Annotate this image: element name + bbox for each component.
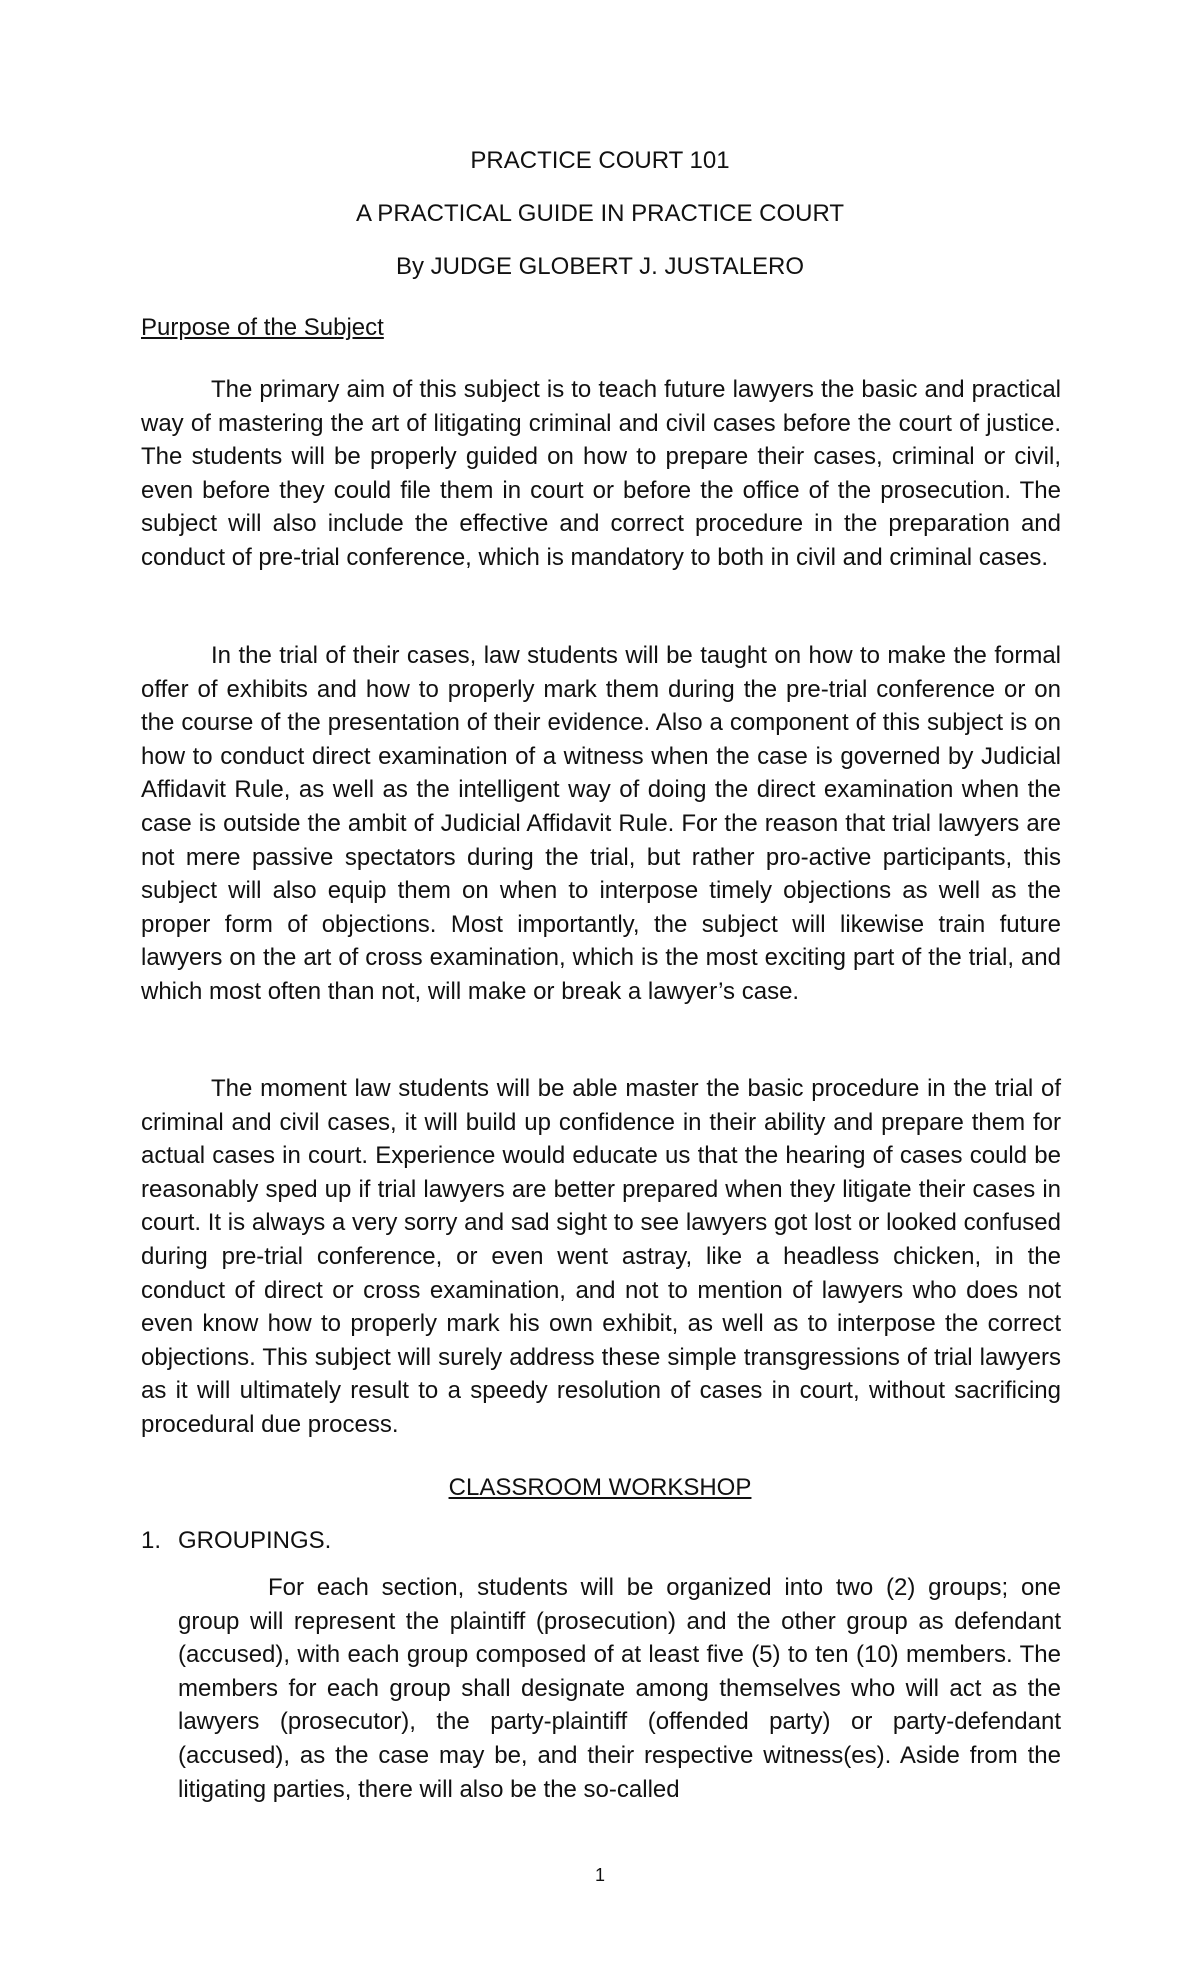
document-title: PRACTICE COURT 101 (470, 147, 730, 174)
workshop-heading (0, 1473, 1200, 1503)
page-number: 1 (594, 1865, 605, 1885)
purpose-paragraph-1: The primary aim of this subject is to teach future lawyers the basic and practical way of mastering the art of litigating criminal and civil cases before the court of justice. The students will be properly guided on how to prepare their cases, criminal or civil, even before they could file them in court or before the office of the prosecution. The subject will also include the effective and correct procedure in the preparation and conduct of pre-trial conference, which is mandatory to both in civil and criminal cases. (141, 376, 1061, 571)
workshop-item-number: 1. (141, 1527, 162, 1554)
workshop-heading-text: CLASSROOM WORKSHOP (448, 1474, 752, 1501)
purpose-heading: Purpose of the Subject (141, 314, 384, 341)
purpose-paragraph-3: The moment law students will be able master the basic procedure in the trial of criminal and civil cases, it will build up confidence in their ability and prepare them for actual cases in court. Experience would educate us that the hearing of cases could be reasonably sped up if trial lawyers are better prepared when they litigate their cases in court. It is always a very sorry and sad sight to see lawyers got lost or looked confused during pre-trial conference, or even went astray, like a headless chicken, in the conduct of direct or cross examination, and not to mention of lawyers who does not even know how to properly mark his own exhibit, as well as to interpose the correct objections. This subject will surely address these simple transgressions of trial lawyers as it will ultimately result to a speedy resolution of cases in court, without sacrificing procedural due process. (141, 1075, 1061, 1438)
document-author: By JUDGE GLOBERT J. JUSTALERO (395, 253, 805, 280)
document-subtitle: A PRACTICAL GUIDE IN PRACTICE COURT (355, 200, 845, 227)
workshop-item-label: GROUPINGS. (178, 1527, 332, 1554)
workshop-item-1 (141, 1526, 331, 1556)
purpose-paragraph-2: In the trial of their cases, law students will be taught on how to make the formal offer of exhibits and how to properly mark them during the pre-trial conference or on the course of the presentation of their evidence. Also a component of this subject is on how to conduct direct examination of a witness when the case is governed by Judicial Affidavit Rule, as well as the intelligent way of doing the direct examination when the case is outside the ambit of Judicial Affidavit Rule. For the reason that trial lawyers are not mere passive spectators during the trial, but rather pro-active participants, this subject will also equip them on when to interpose timely objections as well as the proper form of objections. Most importantly, the subject will likewise train future lawyers on the art of cross examination, which is the most exciting part of the trial, and which most often than not, will make or break a lawyer’s case. (141, 642, 1061, 1005)
workshop-item-1-text: For each section, students will be organized into two (2) groups; one group will represent the plaintiff (prosecution) and the other group as defendant (accused), with each group composed of at least five (5) to ten (10) members. The members for each group shall designate among themselves who will act as the lawyers (prosecutor), the party-plaintiff (offended party) or party-defendant (accused), as the case may be, and their respective witness(es). Aside from the litigating parties, there will also be the so-called (178, 1574, 1061, 1803)
